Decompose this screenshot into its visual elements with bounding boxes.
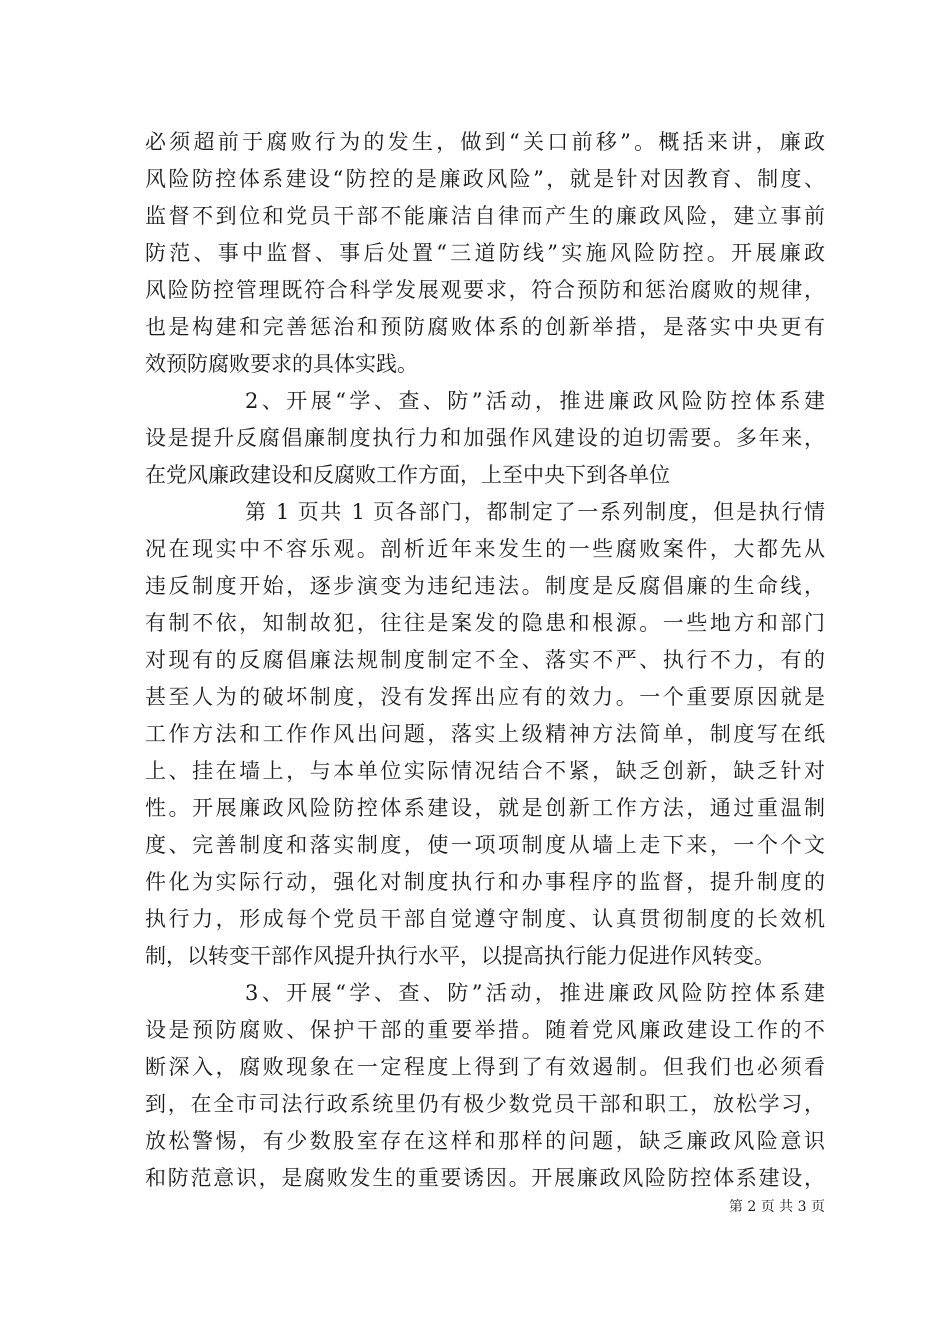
page-number-footer: 第 2 页 共 3 页 (728, 1199, 825, 1215)
text-line: 监督不到位和党员干部不能廉洁自律而产生的廉政风险，建立事前 (145, 204, 825, 228)
text-line: 件化为实际行动，强化对制度执行和办事程序的监督，提升制度的 (145, 870, 825, 894)
text-line: 和防范意识，是腐败发生的重要诱因。开展廉政风险防控体系建设， (145, 1166, 825, 1190)
text-line: 断深入，腐败现象在一定程度上得到了有效遏制。但我们也必须看 (145, 1055, 825, 1079)
text-line: 制，以转变干部作风提升执行水平，以提高执行能力促进作风转变。 (145, 944, 775, 968)
paragraph-first-line: 2、开展“学、查、防”活动，推进廉政风险防控体系建 (245, 389, 825, 413)
text-line: 风险防控体系建设“防控的是廉政风险”，就是针对因教育、制度、 (145, 167, 825, 191)
text-line: 对现有的反腐倡廉法规制度制定不全、落实不严、执行不力，有的 (145, 648, 825, 672)
text-line: 度、完善制度和落实制度，使一项项制度从墙上走下来，一个个文 (145, 833, 825, 857)
paragraph-first-line: 3、开展“学、查、防”活动，推进廉政风险防控体系建 (245, 981, 825, 1005)
text-line: 放松警惕，有少数股室存在这样和那样的问题，缺乏廉政风险意识 (145, 1129, 825, 1153)
text-line: 防范、事中监督、事后处置“三道防线”实施风险防控。开展廉政 (145, 241, 825, 265)
text-line: 违反制度开始，逐步演变为违纪违法。制度是反腐倡廉的生命线， (145, 574, 825, 598)
text-line: 有制不依，知制故犯，往往是案发的隐患和根源。一些地方和部门 (145, 611, 825, 635)
text-line: 上、挂在墙上，与本单位实际情况结合不紧，缺乏创新，缺乏针对 (145, 759, 825, 783)
text-line: 到，在全市司法行政系统里仍有极少数党员干部和职工，放松学习， (145, 1092, 825, 1116)
text-line: 甚至人为的破坏制度，没有发挥出应有的效力。一个重要原因就是 (145, 685, 825, 709)
text-line: 设是提升反腐倡廉制度执行力和加强作风建设的迫切需要。多年来， (145, 426, 825, 450)
text-line: 必须超前于腐败行为的发生，做到“关口前移”。概括来讲，廉政 (145, 130, 825, 154)
text-line: 工作方法和工作作风出问题，落实上级精神方法简单，制度写在纸 (145, 722, 825, 746)
text-line: 执行力，形成每个党员干部自觉遵守制度、认真贯彻制度的长效机 (145, 907, 825, 931)
text-line: 风险防控管理既符合科学发展观要求，符合预防和惩治腐败的规律， (145, 278, 825, 302)
text-line: 设是预防腐败、保护干部的重要举措。随着党风廉政建设工作的不 (145, 1018, 825, 1042)
text-line: 效预防腐败要求的具体实践。 (145, 352, 418, 376)
text-line: 性。开展廉政风险防控体系建设，就是创新工作方法，通过重温制 (145, 796, 825, 820)
paragraph-first-line: 第 1 页共 1 页各部门，都制定了一系列制度，但是执行情 (245, 500, 825, 524)
text-line: 况在现实中不容乐观。剖析近年来发生的一些腐败案件，大都先从 (145, 537, 825, 561)
text-line: 也是构建和完善惩治和预防腐败体系的创新举措，是落实中央更有 (145, 315, 825, 339)
text-line: 在党风廉政建设和反腐败工作方面，上至中央下到各单位 (145, 463, 670, 487)
